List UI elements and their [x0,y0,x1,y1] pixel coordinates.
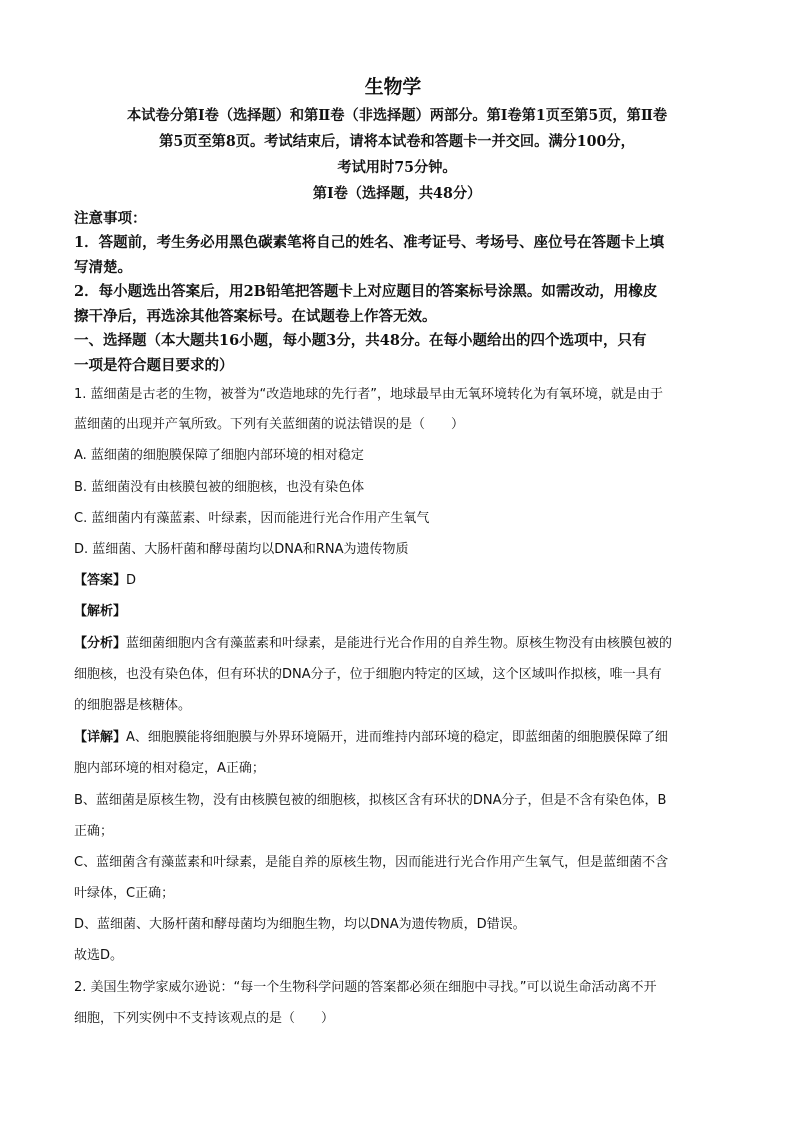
answer-value: D [126,573,137,588]
intro-line-3: 考试用时75分钟。 [337,159,457,176]
q1-stem-line-1: 1. 蓝细菌是古老的生物，被誉为“改造地球的先行者”，地球最早由无氧环境转化为有氧环境，就是由于 [74,387,664,402]
section-title: 第Ⅰ卷（选择题，共48分） [312,185,482,202]
q1-conclusion: 故选D。 [74,948,124,963]
fenxi-text-1: 蓝细菌细胞内含有藻蓝素和叶绿素，是能进行光合作用的自养生物。原核生物没有由核膜包被的 [126,636,673,651]
answer-tag: 【答案】 [74,573,127,588]
fenxi-line-1 [74,632,672,651]
xiangjie-b-line-2: 正确； [74,824,114,839]
q2-stem-line-1: 2. 美国生物学家威尔逊说：“每一个生物科学问题的答案都必须在细胞中寻找。”可以说生命活动离不开 [74,980,657,995]
intro-line-1: 本试卷分第Ⅰ卷（选择题）和第Ⅱ卷（非选择题）两部分。第Ⅰ卷第1页至第5页，第Ⅱ卷 [126,107,668,124]
part1-heading-line-2: 一项是符合题目要求的） [74,357,234,374]
page-title: 生物学 [364,76,422,98]
note-2-line-2: 擦干净后，再选涂其他答案标号。在试题卷上作答无效。 [74,308,437,325]
q1-option-d: D. 蓝细菌、大肠杆菌和酵母菌均以DNA和RNA为遗传物质 [74,542,409,557]
xiangjie-c-line-1: C、蓝细菌含有藻蓝素和叶绿素，是能自养的原核生物，因而能进行光合作用产生氧气，但是蓝细菌不含 [74,855,669,870]
q1-option-c: C. 蓝细菌内有藻蓝素、叶绿素，因而能进行光合作用产生氧气 [74,511,430,526]
xiangjie-a-line-2: 胞内部环境的相对稳定，A正确； [74,761,265,776]
xiangjie-b-line-1: B、蓝细菌是原核生物，没有由核膜包被的细胞核，拟核区含有环状的DNA分子，但是不含有染色体，B [74,793,667,808]
q1-answer [74,569,136,588]
xiangjie-d-line-1: D、蓝细菌、大肠杆菌和酵母菌均为细胞生物，均以DNA为遗传物质，D错误。 [74,917,526,932]
xiangjie-a-text-1: A、细胞膜能将细胞膜与外界环境隔开，进而维持内部环境的稳定，即蓝细菌的细胞膜保障了细 [126,730,668,745]
fenxi-line-3: 的细胞器是核糖体。 [74,698,192,713]
note-1-line-1: 1．答题前，考生务必用黑色碳素笔将自己的姓名、准考证号、考场号、座位号在答题卡上填 [74,234,665,251]
q2-stem-line-2: 细胞，下列实例中不支持该观点的是（ ） [74,1011,335,1026]
notes-heading: 注意事项： [74,210,147,227]
fenxi-line-2: 细胞核，也没有染色体，但有环状的DNA分子，位于细胞内特定的区域，这个区域叫作拟核，唯一具有 [74,667,662,682]
note-2-line-1: 2．每小题选出答案后，用2B铅笔把答题卡上对应题目的答案标号涂黑。如需改动，用橡皮 [74,283,658,300]
xiangjie-line-1 [74,726,668,745]
analysis-tag: 【解析】 [74,604,127,619]
part1-heading-line-1: 一、选择题（本大题共16小题，每小题3分，共48分。在每小题给出的四个选项中，只有 [74,332,647,349]
note-1-line-2: 写清楚。 [74,259,132,276]
xiangjie-tag: 【详解】 [74,730,127,745]
intro-line-2: 第5页至第8页。考试结束后，请将本试卷和答题卡一并交回。满分100分， [159,133,635,150]
q1-option-a: A. 蓝细菌的细胞膜保障了细胞内部环境的相对稳定 [74,448,364,463]
xiangjie-c-line-2: 叶绿体，C正确； [74,886,175,901]
q1-option-b: B. 蓝细菌没有由核膜包被的细胞核，也没有染色体 [74,480,365,495]
fenxi-tag: 【分析】 [74,636,127,651]
q1-stem-line-2: 蓝细菌的出现并产氧所致。下列有关蓝细菌的说法错误的是（ ） [74,417,465,432]
